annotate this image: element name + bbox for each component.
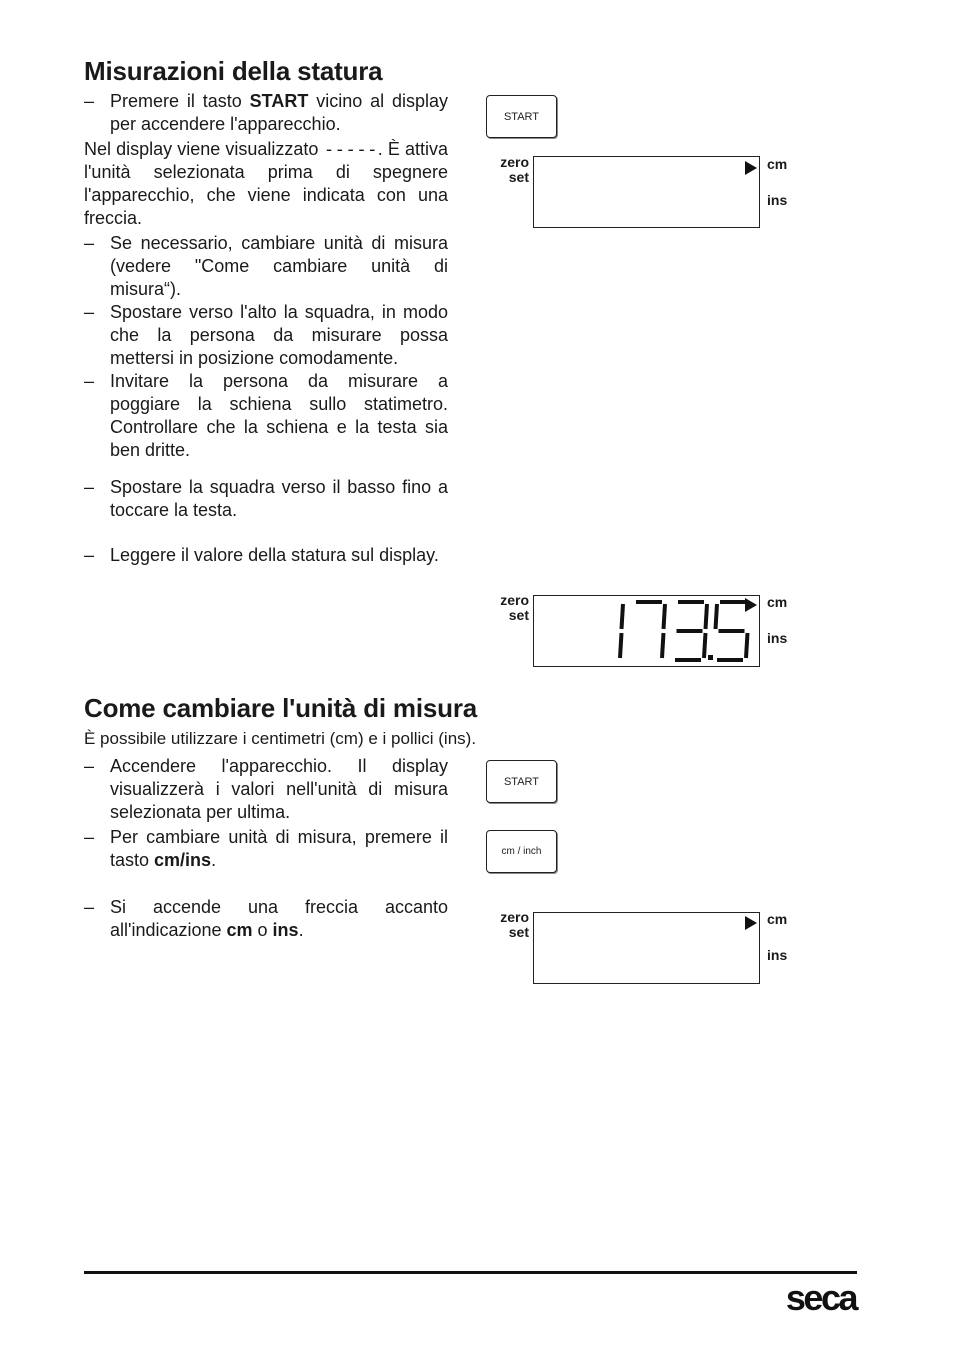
text-fragment: Per cambiare unità di misura, premere il tasto	[110, 827, 448, 870]
unit-cm-bold: cm	[226, 920, 253, 940]
list-item-text: Accendere l'apparecchio. Il display visualizzerà i valori nell'unità di misura selezionata per ultima.	[110, 756, 448, 822]
section2-intro: È possibile utilizzare i centimetri (cm) e i pollici (ins).	[84, 729, 477, 748]
set-label: set	[508, 169, 529, 185]
arrow-right-icon	[745, 161, 757, 175]
unit-label-ins: ins	[767, 630, 788, 646]
segment-c	[746, 633, 748, 658]
zero-label: zero	[500, 909, 529, 925]
decimal-point	[708, 655, 713, 660]
bullet-dash: –	[84, 756, 95, 776]
bullet-dash: –	[84, 545, 95, 565]
set-label: set	[508, 607, 529, 623]
list-item-text	[110, 896, 448, 942]
segment-c	[620, 633, 622, 658]
arrow-right-icon	[745, 598, 757, 612]
list-item	[84, 301, 448, 370]
list-item	[84, 826, 448, 872]
unit-ins-bold: ins	[272, 920, 299, 940]
bullet-dash: –	[84, 371, 95, 391]
list-item	[84, 232, 448, 301]
bullet-dash: –	[84, 827, 95, 847]
list-item-text: Spostare verso l'alto la squadra, in modo che la persona da misurare possa mettersi in posizione comodamente.	[110, 302, 448, 368]
bullet-dash: –	[84, 91, 95, 111]
list-item	[84, 90, 448, 136]
list-item	[84, 544, 448, 567]
unit-label-cm: cm	[767, 911, 788, 927]
zero-label: zero	[500, 154, 529, 170]
list-item-text	[110, 90, 448, 136]
section2-body	[84, 755, 448, 942]
start-button[interactable]: START	[486, 760, 557, 803]
display-screen	[533, 156, 760, 228]
segment-f	[716, 604, 718, 629]
segment-b	[622, 604, 624, 629]
unit-label-ins: ins	[767, 947, 788, 963]
reading-digits	[620, 602, 748, 660]
arrow-right-icon	[745, 916, 757, 930]
display-screen-reading	[533, 595, 760, 667]
segment-c	[704, 633, 706, 658]
list-item-text: Leggere il valore della statura sul display.	[110, 545, 439, 565]
list-item-text: Spostare la squadra verso il basso fino a toccare la testa.	[110, 477, 448, 520]
section-title-height-measurement: Misurazioni della statura	[84, 56, 383, 86]
unit-label-cm: cm	[767, 156, 788, 172]
list-item-text	[110, 826, 448, 872]
list-item	[84, 370, 448, 462]
display-paragraph	[84, 138, 448, 230]
text-fragment: .	[298, 920, 304, 940]
footer-rule	[84, 1271, 857, 1274]
list-item	[84, 755, 448, 824]
set-label: set	[508, 924, 529, 940]
cm-inch-button[interactable]: cm / inch	[486, 830, 557, 873]
segment-c	[662, 633, 664, 658]
zero-set-label	[489, 910, 529, 940]
section1-body	[84, 90, 448, 567]
unit-label-ins: ins	[767, 192, 788, 208]
zero-set-label	[489, 155, 529, 185]
list-item-text: Invitare la persona da misurare a poggiare la schiena sullo statimetro. Controllare che la schiena e la testa sia ben dritte.	[110, 371, 448, 460]
section-title-change-unit: Come cambiare l'unità di misura	[84, 693, 477, 723]
unit-label-cm: cm	[767, 594, 788, 610]
list-item	[84, 476, 448, 522]
text-fragment: o	[252, 920, 273, 940]
text-fragment: .	[211, 850, 217, 870]
text-fragment: . È attiva l'unità selezionata prima di spegnere l'apparecchio, che viene indicata con una freccia.	[84, 139, 448, 228]
list-item	[84, 896, 448, 942]
seca-logo: seca	[785, 1277, 856, 1318]
display-dashes: -----	[323, 139, 378, 160]
start-button[interactable]: START	[486, 95, 557, 138]
text-fragment: Nel display viene visualizzato	[84, 139, 324, 159]
text-fragment: vicino al display per accendere l'apparecchio.	[110, 91, 449, 134]
zero-set-label	[489, 593, 529, 623]
zero-label: zero	[500, 592, 529, 608]
start-key-name: START	[249, 91, 309, 111]
list-item-text: Se necessario, cambiare unità di misura (vedere "Come cambiare unità di misura“).	[110, 233, 448, 299]
display-screen	[533, 912, 760, 984]
text-fragment: Premere il tasto	[110, 91, 250, 111]
cm-ins-key-name: cm/ins	[154, 850, 212, 870]
bullet-dash: –	[84, 897, 95, 917]
bullet-dash: –	[84, 477, 95, 497]
segment-b	[664, 604, 666, 629]
bullet-dash: –	[84, 302, 95, 322]
segment-b	[706, 604, 708, 629]
bullet-dash: –	[84, 233, 95, 253]
seven-segment-readout	[534, 596, 759, 666]
text-fragment: Si accende una freccia accanto all'indicazione	[110, 897, 448, 940]
